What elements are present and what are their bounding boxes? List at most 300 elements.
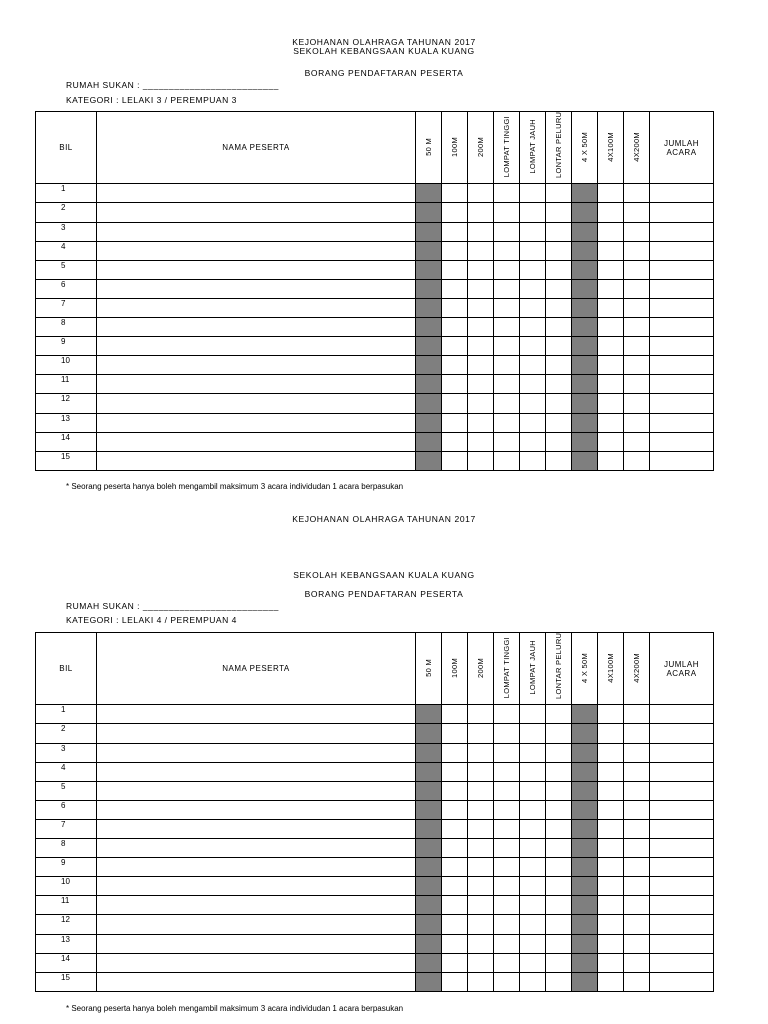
jumlah-acara-cell[interactable] bbox=[650, 896, 714, 915]
jumlah-acara-cell[interactable] bbox=[650, 375, 714, 394]
event-cell[interactable] bbox=[598, 318, 624, 337]
event-cell[interactable] bbox=[520, 451, 546, 470]
event-cell[interactable] bbox=[520, 743, 546, 762]
event-cell[interactable] bbox=[520, 394, 546, 413]
event-cell[interactable] bbox=[624, 413, 650, 432]
event-cell[interactable] bbox=[442, 934, 468, 953]
event-cell[interactable] bbox=[520, 337, 546, 356]
event-cell[interactable] bbox=[520, 298, 546, 317]
event-cell[interactable] bbox=[546, 375, 572, 394]
event-cell[interactable] bbox=[468, 915, 494, 934]
nama-peserta-cell[interactable] bbox=[97, 819, 416, 838]
event-cell[interactable] bbox=[598, 781, 624, 800]
nama-peserta-cell[interactable] bbox=[97, 839, 416, 858]
nama-peserta-cell[interactable] bbox=[97, 953, 416, 972]
event-cell-disabled bbox=[572, 184, 598, 203]
event-cell-disabled bbox=[416, 203, 442, 222]
event-cell[interactable] bbox=[598, 972, 624, 991]
event-cell[interactable] bbox=[624, 800, 650, 819]
event-cell[interactable] bbox=[598, 953, 624, 972]
event-label: 50 M bbox=[423, 658, 433, 677]
event-cell[interactable] bbox=[442, 279, 468, 298]
jumlah-acara-cell[interactable] bbox=[650, 743, 714, 762]
event-cell[interactable] bbox=[442, 915, 468, 934]
event-cell[interactable] bbox=[520, 432, 546, 451]
row-number: 12 bbox=[36, 394, 97, 413]
event-cell[interactable] bbox=[624, 877, 650, 896]
jumlah-acara-cell[interactable] bbox=[650, 953, 714, 972]
event-cell[interactable] bbox=[624, 762, 650, 781]
event-cell[interactable] bbox=[624, 241, 650, 260]
event-cell-disabled bbox=[572, 762, 598, 781]
event-cell[interactable] bbox=[546, 839, 572, 858]
event-cell[interactable] bbox=[546, 356, 572, 375]
event-cell[interactable] bbox=[494, 203, 520, 222]
event-cell[interactable] bbox=[442, 337, 468, 356]
event-cell[interactable] bbox=[598, 877, 624, 896]
event-cell[interactable] bbox=[468, 337, 494, 356]
event-cell[interactable] bbox=[598, 432, 624, 451]
event-cell[interactable] bbox=[494, 222, 520, 241]
nama-peserta-cell[interactable] bbox=[97, 705, 416, 724]
header-event bbox=[416, 112, 442, 184]
event-cell[interactable] bbox=[494, 839, 520, 858]
jumlah-acara-cell[interactable] bbox=[650, 972, 714, 991]
event-cell[interactable] bbox=[494, 241, 520, 260]
jumlah-acara-cell[interactable] bbox=[650, 184, 714, 203]
event-cell[interactable] bbox=[468, 222, 494, 241]
jumlah-acara-cell[interactable] bbox=[650, 800, 714, 819]
event-cell[interactable] bbox=[520, 279, 546, 298]
event-cell[interactable] bbox=[468, 413, 494, 432]
nama-peserta-cell[interactable] bbox=[97, 800, 416, 819]
event-cell[interactable] bbox=[442, 781, 468, 800]
event-cell[interactable] bbox=[520, 724, 546, 743]
jumlah-acara-cell[interactable] bbox=[650, 451, 714, 470]
jumlah-acara-cell[interactable] bbox=[650, 260, 714, 279]
nama-peserta-cell[interactable] bbox=[97, 298, 416, 317]
jumlah-acara-cell[interactable] bbox=[650, 432, 714, 451]
event-cell[interactable] bbox=[546, 203, 572, 222]
event-cell[interactable] bbox=[520, 839, 546, 858]
event-cell[interactable] bbox=[468, 743, 494, 762]
event-cell[interactable] bbox=[494, 858, 520, 877]
event-cell[interactable] bbox=[624, 953, 650, 972]
event-cell[interactable] bbox=[598, 241, 624, 260]
event-cell[interactable] bbox=[442, 839, 468, 858]
table-header-row bbox=[36, 633, 714, 705]
acara-label: ACARA bbox=[666, 147, 697, 157]
event-cell[interactable] bbox=[624, 896, 650, 915]
event-cell[interactable] bbox=[442, 705, 468, 724]
event-cell[interactable] bbox=[520, 896, 546, 915]
event-cell[interactable] bbox=[598, 184, 624, 203]
event-cell[interactable] bbox=[442, 356, 468, 375]
event-cell[interactable] bbox=[546, 394, 572, 413]
event-cell[interactable] bbox=[494, 705, 520, 724]
event-cell[interactable] bbox=[494, 279, 520, 298]
footnote: * Seorang peserta hanya boleh mengambil maksimum 3 acara individudan 1 acara berpasukan bbox=[66, 1004, 404, 1013]
jumlah-acara-cell[interactable] bbox=[650, 318, 714, 337]
nama-peserta-cell[interactable] bbox=[97, 858, 416, 877]
event-cell[interactable] bbox=[468, 800, 494, 819]
event-cell[interactable] bbox=[546, 781, 572, 800]
event-cell[interactable] bbox=[468, 375, 494, 394]
event-cell[interactable] bbox=[442, 413, 468, 432]
event-cell[interactable] bbox=[494, 184, 520, 203]
event-cell[interactable] bbox=[494, 298, 520, 317]
event-cell[interactable] bbox=[442, 800, 468, 819]
event-cell[interactable] bbox=[494, 819, 520, 838]
event-cell[interactable] bbox=[442, 394, 468, 413]
event-cell[interactable] bbox=[520, 318, 546, 337]
event-cell-disabled bbox=[572, 896, 598, 915]
event-cell[interactable] bbox=[624, 203, 650, 222]
event-cell[interactable] bbox=[468, 972, 494, 991]
nama-peserta-cell[interactable] bbox=[97, 724, 416, 743]
event-cell[interactable] bbox=[598, 858, 624, 877]
event-cell[interactable] bbox=[624, 858, 650, 877]
table-row bbox=[36, 241, 714, 260]
event-cell[interactable] bbox=[494, 781, 520, 800]
event-cell[interactable] bbox=[468, 298, 494, 317]
event-cell[interactable] bbox=[598, 337, 624, 356]
event-cell[interactable] bbox=[468, 724, 494, 743]
event-cell[interactable] bbox=[494, 724, 520, 743]
event-cell-disabled bbox=[416, 318, 442, 337]
event-cell[interactable] bbox=[520, 375, 546, 394]
event-cell[interactable] bbox=[546, 260, 572, 279]
event-cell[interactable] bbox=[546, 184, 572, 203]
event-cell[interactable] bbox=[598, 743, 624, 762]
event-cell[interactable] bbox=[442, 953, 468, 972]
event-cell[interactable] bbox=[520, 858, 546, 877]
event-cell[interactable] bbox=[442, 743, 468, 762]
event-cell[interactable] bbox=[598, 451, 624, 470]
event-cell[interactable] bbox=[624, 184, 650, 203]
event-cell[interactable] bbox=[546, 953, 572, 972]
nama-peserta-cell[interactable] bbox=[97, 877, 416, 896]
event-cell[interactable] bbox=[442, 184, 468, 203]
jumlah-acara-cell[interactable] bbox=[650, 934, 714, 953]
nama-peserta-cell[interactable] bbox=[97, 279, 416, 298]
event-cell-disabled bbox=[572, 337, 598, 356]
event-cell[interactable] bbox=[546, 318, 572, 337]
nama-peserta-cell[interactable] bbox=[97, 203, 416, 222]
event-cell[interactable] bbox=[598, 203, 624, 222]
jumlah-acara-cell[interactable] bbox=[650, 279, 714, 298]
jumlah-acara-cell[interactable] bbox=[650, 413, 714, 432]
event-cell[interactable] bbox=[624, 298, 650, 317]
event-cell[interactable] bbox=[520, 762, 546, 781]
event-cell[interactable] bbox=[546, 934, 572, 953]
event-cell[interactable] bbox=[598, 800, 624, 819]
event-cell[interactable] bbox=[468, 934, 494, 953]
event-cell[interactable] bbox=[442, 222, 468, 241]
jumlah-acara-cell[interactable] bbox=[650, 203, 714, 222]
event-cell[interactable] bbox=[546, 877, 572, 896]
event-cell[interactable] bbox=[546, 451, 572, 470]
table-row bbox=[36, 298, 714, 317]
event-cell[interactable] bbox=[624, 705, 650, 724]
event-cell[interactable] bbox=[598, 394, 624, 413]
event-cell[interactable] bbox=[494, 375, 520, 394]
event-cell-disabled bbox=[416, 934, 442, 953]
nama-peserta-cell[interactable] bbox=[97, 184, 416, 203]
event-cell[interactable] bbox=[442, 819, 468, 838]
event-cell[interactable] bbox=[494, 762, 520, 781]
event-cell[interactable] bbox=[520, 972, 546, 991]
event-cell[interactable] bbox=[442, 451, 468, 470]
event-cell[interactable] bbox=[546, 743, 572, 762]
jumlah-acara-cell[interactable] bbox=[650, 915, 714, 934]
event-cell[interactable] bbox=[546, 432, 572, 451]
jumlah-acara-cell[interactable] bbox=[650, 337, 714, 356]
row-number: 4 bbox=[36, 762, 97, 781]
event-cell[interactable] bbox=[598, 375, 624, 394]
event-cell[interactable] bbox=[520, 819, 546, 838]
event-cell[interactable] bbox=[624, 915, 650, 934]
nama-peserta-cell[interactable] bbox=[97, 241, 416, 260]
nama-peserta-cell[interactable] bbox=[97, 394, 416, 413]
event-cell[interactable] bbox=[494, 953, 520, 972]
event-cell[interactable] bbox=[598, 819, 624, 838]
jumlah-acara-cell[interactable] bbox=[650, 394, 714, 413]
event-cell[interactable] bbox=[520, 705, 546, 724]
event-cell[interactable] bbox=[546, 222, 572, 241]
event-cell[interactable] bbox=[494, 260, 520, 279]
nama-peserta-cell[interactable] bbox=[97, 915, 416, 934]
event-cell[interactable] bbox=[442, 298, 468, 317]
nama-peserta-cell[interactable] bbox=[97, 337, 416, 356]
header-event bbox=[494, 112, 520, 184]
event-label: 200M bbox=[475, 136, 485, 157]
event-cell[interactable] bbox=[520, 953, 546, 972]
event-cell[interactable] bbox=[468, 819, 494, 838]
event-cell[interactable] bbox=[546, 915, 572, 934]
nama-peserta-cell[interactable] bbox=[97, 318, 416, 337]
event-cell[interactable] bbox=[468, 241, 494, 260]
nama-peserta-cell[interactable] bbox=[97, 762, 416, 781]
event-cell[interactable] bbox=[624, 724, 650, 743]
event-cell[interactable] bbox=[624, 819, 650, 838]
event-cell[interactable] bbox=[546, 241, 572, 260]
event-cell[interactable] bbox=[520, 781, 546, 800]
event-cell[interactable] bbox=[494, 356, 520, 375]
event-cell[interactable] bbox=[546, 705, 572, 724]
event-cell[interactable] bbox=[468, 877, 494, 896]
event-cell[interactable] bbox=[520, 184, 546, 203]
event-cell[interactable] bbox=[520, 934, 546, 953]
event-cell[interactable] bbox=[598, 298, 624, 317]
event-cell[interactable] bbox=[442, 241, 468, 260]
event-cell-disabled bbox=[572, 953, 598, 972]
event-cell[interactable] bbox=[546, 413, 572, 432]
event-cell[interactable] bbox=[546, 858, 572, 877]
nama-peserta-cell[interactable] bbox=[97, 413, 416, 432]
event-cell[interactable] bbox=[624, 260, 650, 279]
event-cell[interactable] bbox=[494, 800, 520, 819]
event-cell[interactable] bbox=[494, 432, 520, 451]
row-number: 10 bbox=[36, 877, 97, 896]
row-number: 10 bbox=[36, 356, 97, 375]
jumlah-acara-cell[interactable] bbox=[650, 819, 714, 838]
nama-peserta-cell[interactable] bbox=[97, 934, 416, 953]
event-cell[interactable] bbox=[468, 839, 494, 858]
event-cell[interactable] bbox=[468, 279, 494, 298]
event-cell[interactable] bbox=[520, 877, 546, 896]
event-cell[interactable] bbox=[468, 432, 494, 451]
event-cell[interactable] bbox=[468, 260, 494, 279]
jumlah-acara-cell[interactable] bbox=[650, 356, 714, 375]
event-cell[interactable] bbox=[624, 394, 650, 413]
event-cell[interactable] bbox=[520, 241, 546, 260]
jumlah-acara-cell[interactable] bbox=[650, 858, 714, 877]
jumlah-acara-cell[interactable] bbox=[650, 877, 714, 896]
jumlah-acara-cell[interactable] bbox=[650, 222, 714, 241]
table-row bbox=[36, 203, 714, 222]
event-cell[interactable] bbox=[442, 724, 468, 743]
nama-peserta-cell[interactable] bbox=[97, 432, 416, 451]
event-cell-disabled bbox=[572, 705, 598, 724]
event-cell[interactable] bbox=[598, 222, 624, 241]
event-cell[interactable] bbox=[546, 800, 572, 819]
event-cell[interactable] bbox=[442, 972, 468, 991]
event-cell[interactable] bbox=[624, 318, 650, 337]
event-cell-disabled bbox=[572, 877, 598, 896]
event-cell-disabled bbox=[416, 413, 442, 432]
event-cell[interactable] bbox=[598, 705, 624, 724]
jumlah-acara-cell[interactable] bbox=[650, 839, 714, 858]
jumlah-acara-cell[interactable] bbox=[650, 705, 714, 724]
event-cell[interactable] bbox=[468, 203, 494, 222]
nama-peserta-cell[interactable] bbox=[97, 375, 416, 394]
event-cell[interactable] bbox=[546, 724, 572, 743]
event-cell[interactable] bbox=[442, 858, 468, 877]
event-cell[interactable] bbox=[546, 896, 572, 915]
event-cell[interactable] bbox=[494, 451, 520, 470]
event-cell[interactable] bbox=[598, 356, 624, 375]
event-cell[interactable] bbox=[442, 375, 468, 394]
event-cell[interactable] bbox=[598, 839, 624, 858]
event-cell[interactable] bbox=[598, 934, 624, 953]
nama-peserta-cell[interactable] bbox=[97, 222, 416, 241]
event-cell[interactable] bbox=[494, 337, 520, 356]
event-cell[interactable] bbox=[624, 356, 650, 375]
event-cell[interactable] bbox=[520, 800, 546, 819]
event-cell[interactable] bbox=[598, 279, 624, 298]
event-cell[interactable] bbox=[494, 934, 520, 953]
event-cell[interactable] bbox=[468, 451, 494, 470]
event-cell[interactable] bbox=[442, 318, 468, 337]
event-cell[interactable] bbox=[520, 203, 546, 222]
table-row bbox=[36, 858, 714, 877]
nama-peserta-cell[interactable] bbox=[97, 743, 416, 762]
nama-peserta-cell[interactable] bbox=[97, 896, 416, 915]
event-cell[interactable] bbox=[624, 743, 650, 762]
event-cell[interactable] bbox=[494, 877, 520, 896]
event-cell[interactable] bbox=[468, 781, 494, 800]
event-cell[interactable] bbox=[624, 375, 650, 394]
event-cell[interactable] bbox=[442, 877, 468, 896]
event-cell[interactable] bbox=[624, 451, 650, 470]
event-cell[interactable] bbox=[546, 279, 572, 298]
event-cell[interactable] bbox=[624, 337, 650, 356]
jumlah-acara-cell[interactable] bbox=[650, 724, 714, 743]
header-event bbox=[546, 112, 572, 184]
jumlah-acara-cell[interactable] bbox=[650, 298, 714, 317]
event-cell[interactable] bbox=[520, 356, 546, 375]
event-cell[interactable] bbox=[520, 413, 546, 432]
event-cell[interactable] bbox=[442, 762, 468, 781]
event-cell[interactable] bbox=[442, 432, 468, 451]
jumlah-acara-cell[interactable] bbox=[650, 781, 714, 800]
row-number: 9 bbox=[36, 858, 97, 877]
event-cell[interactable] bbox=[442, 896, 468, 915]
event-cell[interactable] bbox=[468, 705, 494, 724]
event-cell[interactable] bbox=[468, 318, 494, 337]
event-cell[interactable] bbox=[598, 896, 624, 915]
nama-peserta-cell[interactable] bbox=[97, 972, 416, 991]
jumlah-acara-cell[interactable] bbox=[650, 762, 714, 781]
event-cell[interactable] bbox=[468, 356, 494, 375]
event-cell[interactable] bbox=[520, 915, 546, 934]
event-cell-disabled bbox=[572, 781, 598, 800]
event-cell[interactable] bbox=[624, 934, 650, 953]
event-cell[interactable] bbox=[598, 724, 624, 743]
event-cell[interactable] bbox=[520, 260, 546, 279]
event-cell[interactable] bbox=[494, 743, 520, 762]
event-cell[interactable] bbox=[494, 972, 520, 991]
event-cell[interactable] bbox=[442, 203, 468, 222]
event-cell[interactable] bbox=[494, 413, 520, 432]
event-cell[interactable] bbox=[598, 762, 624, 781]
event-cell[interactable] bbox=[468, 858, 494, 877]
event-cell[interactable] bbox=[598, 260, 624, 279]
nama-peserta-cell[interactable] bbox=[97, 781, 416, 800]
event-cell[interactable] bbox=[494, 318, 520, 337]
event-cell[interactable] bbox=[494, 915, 520, 934]
nama-peserta-cell[interactable] bbox=[97, 356, 416, 375]
event-cell[interactable] bbox=[546, 298, 572, 317]
jumlah-acara-cell[interactable] bbox=[650, 241, 714, 260]
event-cell[interactable] bbox=[624, 839, 650, 858]
event-cell[interactable] bbox=[598, 413, 624, 432]
event-cell[interactable] bbox=[468, 184, 494, 203]
event-cell[interactable] bbox=[468, 953, 494, 972]
event-cell[interactable] bbox=[546, 337, 572, 356]
event-cell[interactable] bbox=[624, 222, 650, 241]
event-cell[interactable] bbox=[468, 762, 494, 781]
event-cell[interactable] bbox=[624, 781, 650, 800]
event-cell[interactable] bbox=[520, 222, 546, 241]
table-row bbox=[36, 877, 714, 896]
event-cell[interactable] bbox=[624, 432, 650, 451]
event-cell[interactable] bbox=[546, 819, 572, 838]
event-cell[interactable] bbox=[468, 896, 494, 915]
event-cell[interactable] bbox=[624, 279, 650, 298]
event-cell[interactable] bbox=[624, 972, 650, 991]
event-cell[interactable] bbox=[546, 762, 572, 781]
event-cell[interactable] bbox=[468, 394, 494, 413]
nama-peserta-cell[interactable] bbox=[97, 260, 416, 279]
event-cell[interactable] bbox=[442, 260, 468, 279]
event-cell[interactable] bbox=[546, 972, 572, 991]
nama-peserta-cell[interactable] bbox=[97, 451, 416, 470]
event-cell[interactable] bbox=[494, 896, 520, 915]
event-cell[interactable] bbox=[598, 915, 624, 934]
event-cell[interactable] bbox=[494, 394, 520, 413]
